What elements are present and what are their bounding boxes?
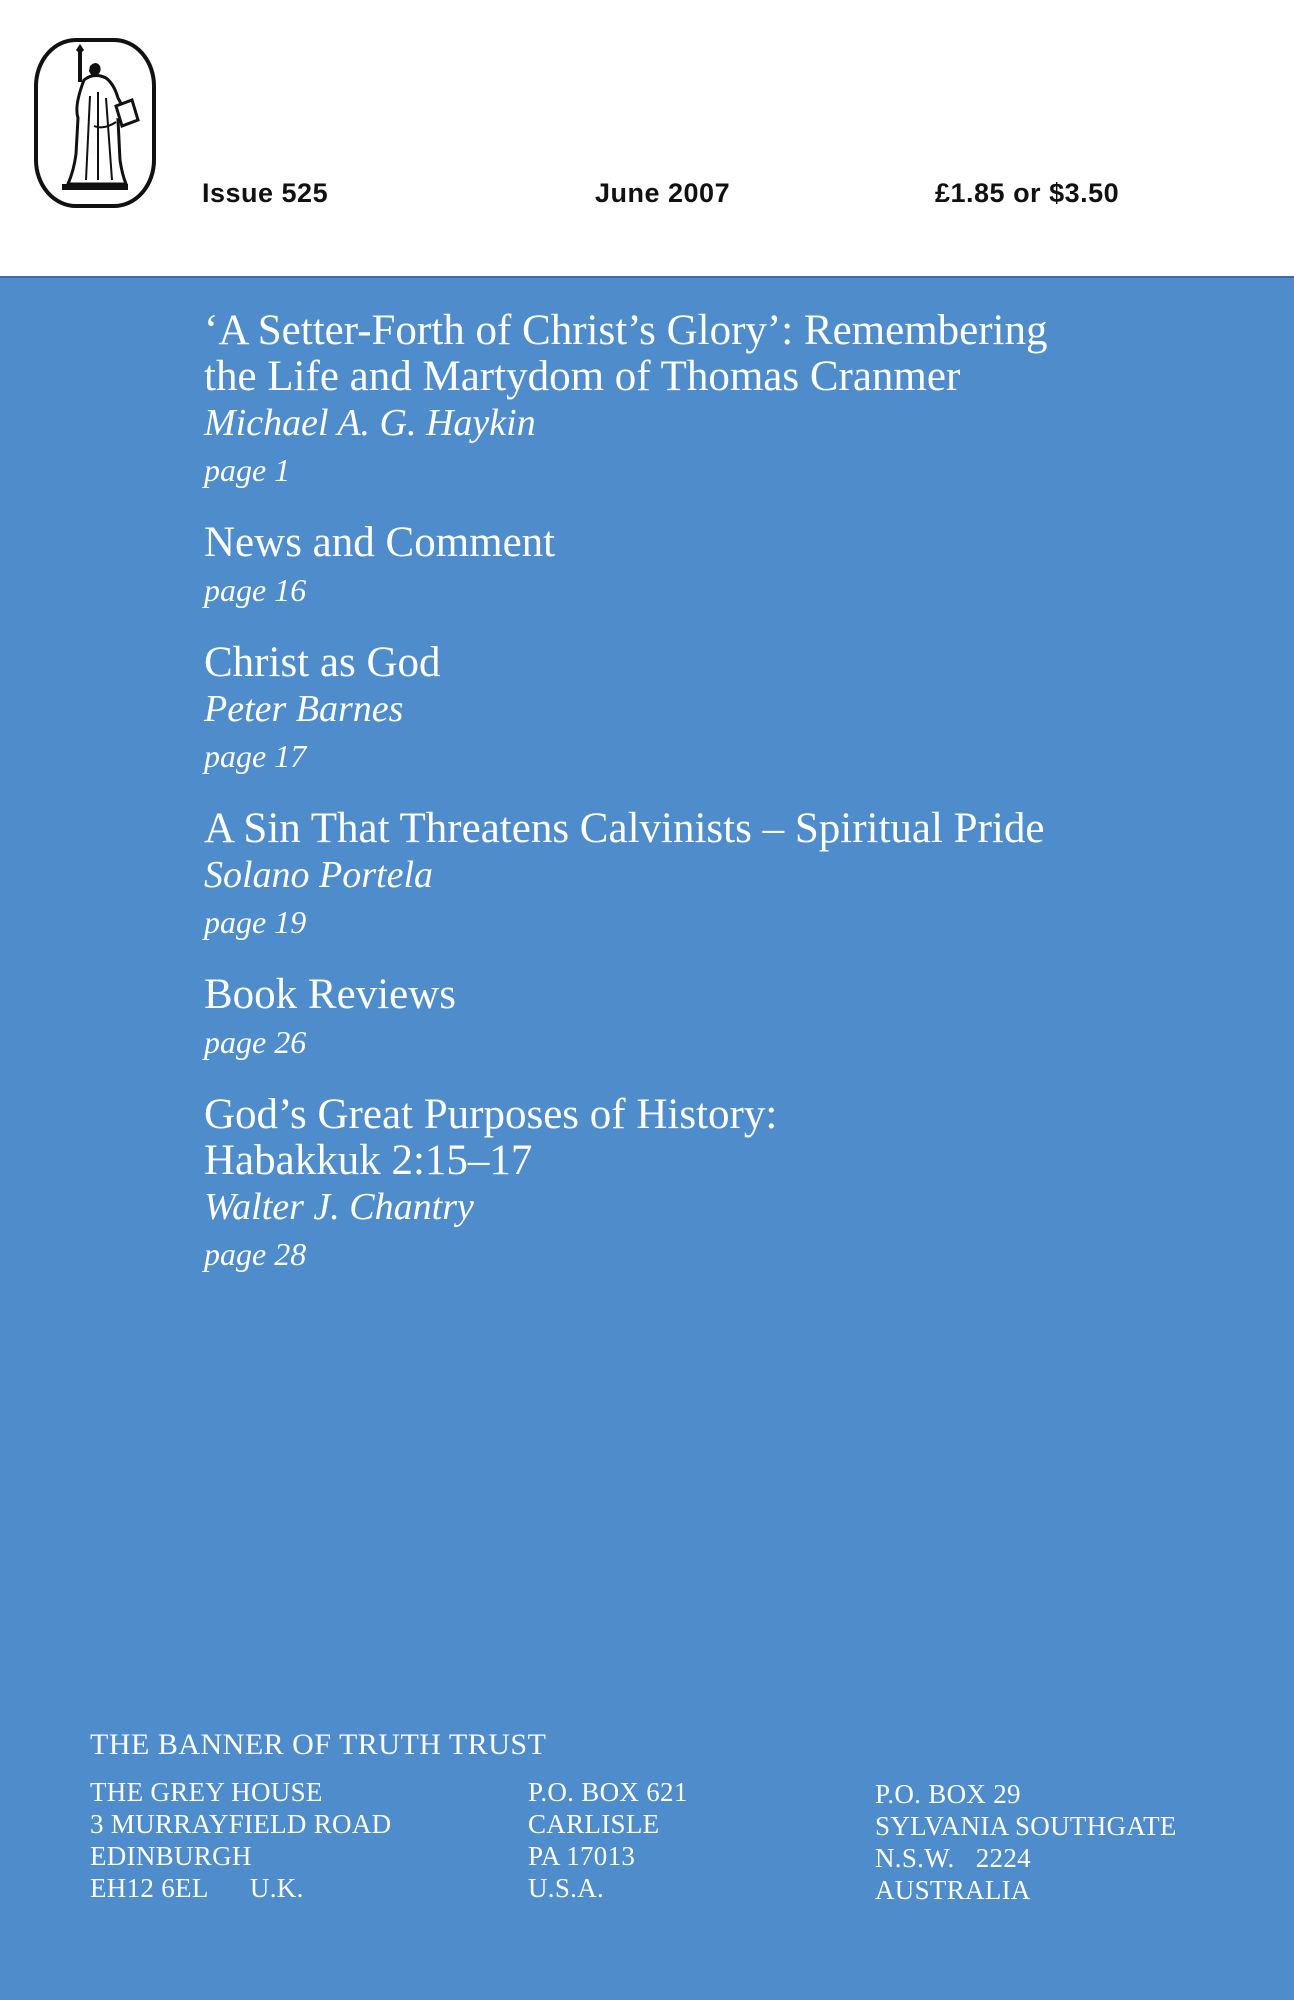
article-title: Habakkuk 2:15–17: [204, 1137, 533, 1184]
article-author: Peter Barnes: [204, 688, 404, 730]
article-title: ‘A Setter-Forth of Christ’s Glory’: Remembering: [204, 307, 1048, 354]
contents-entry: [204, 1092, 1244, 1278]
page-reference: page 19: [204, 904, 307, 940]
page-reference: page 16: [204, 572, 307, 608]
address-usa: [528, 1776, 688, 1904]
article-title: Book Reviews: [204, 971, 457, 1018]
contents-entry: [204, 806, 1244, 946]
page-reference: page 17: [204, 738, 307, 774]
address-line: AUSTRALIA: [875, 1875, 1031, 1905]
masthead: [0, 0, 1294, 276]
article-title: God’s Great Purposes of History:: [204, 1091, 778, 1138]
article-title: Christ as God: [204, 639, 441, 686]
address-line: PA 17013: [528, 1841, 636, 1871]
article-title: A Sin That Threatens Calvinists – Spiritual Pride: [204, 805, 1045, 852]
contents-list: [204, 308, 1244, 1304]
issue-number: Issue 525: [202, 178, 329, 208]
address-line: CARLISLE: [528, 1809, 660, 1839]
contents-entry: [204, 972, 1244, 1066]
issue-date: June 2007: [595, 178, 731, 208]
address-line: EH12 6EL U.K.: [90, 1873, 304, 1903]
address-line: SYLVANIA SOUTHGATE: [875, 1811, 1177, 1841]
address-uk: [90, 1776, 391, 1904]
contents-entry: [204, 520, 1244, 614]
address-line: EDINBURGH: [90, 1841, 252, 1871]
address-line: U.S.A.: [528, 1873, 605, 1903]
address-australia: [875, 1778, 1177, 1906]
address-line: THE GREY HOUSE: [90, 1777, 323, 1807]
address-line: P.O. BOX 621: [528, 1777, 688, 1807]
contents-entry: [204, 640, 1244, 780]
page-reference: page 1: [204, 452, 291, 488]
article-title: News and Comment: [204, 519, 556, 566]
address-line: 3 MURRAYFIELD ROAD: [90, 1809, 392, 1839]
page-reference: page 28: [204, 1236, 307, 1272]
publisher-name: THE BANNER OF TRUTH TRUST: [90, 1728, 547, 1761]
address-line: N.S.W. 2224: [875, 1843, 1031, 1873]
contents-entry: [204, 308, 1244, 494]
issue-price: £1.85 or $3.50: [935, 178, 1120, 208]
article-title: the Life and Martydom of Thomas Cranmer: [204, 353, 961, 400]
robed-figure-seal-icon: [32, 36, 158, 210]
address-line: P.O. BOX 29: [875, 1779, 1021, 1809]
article-author: Michael A. G. Haykin: [204, 402, 536, 444]
page-reference: page 26: [204, 1024, 307, 1060]
article-author: Solano Portela: [204, 854, 434, 896]
article-author: Walter J. Chantry: [204, 1186, 474, 1228]
contents-panel: [0, 276, 1294, 2000]
